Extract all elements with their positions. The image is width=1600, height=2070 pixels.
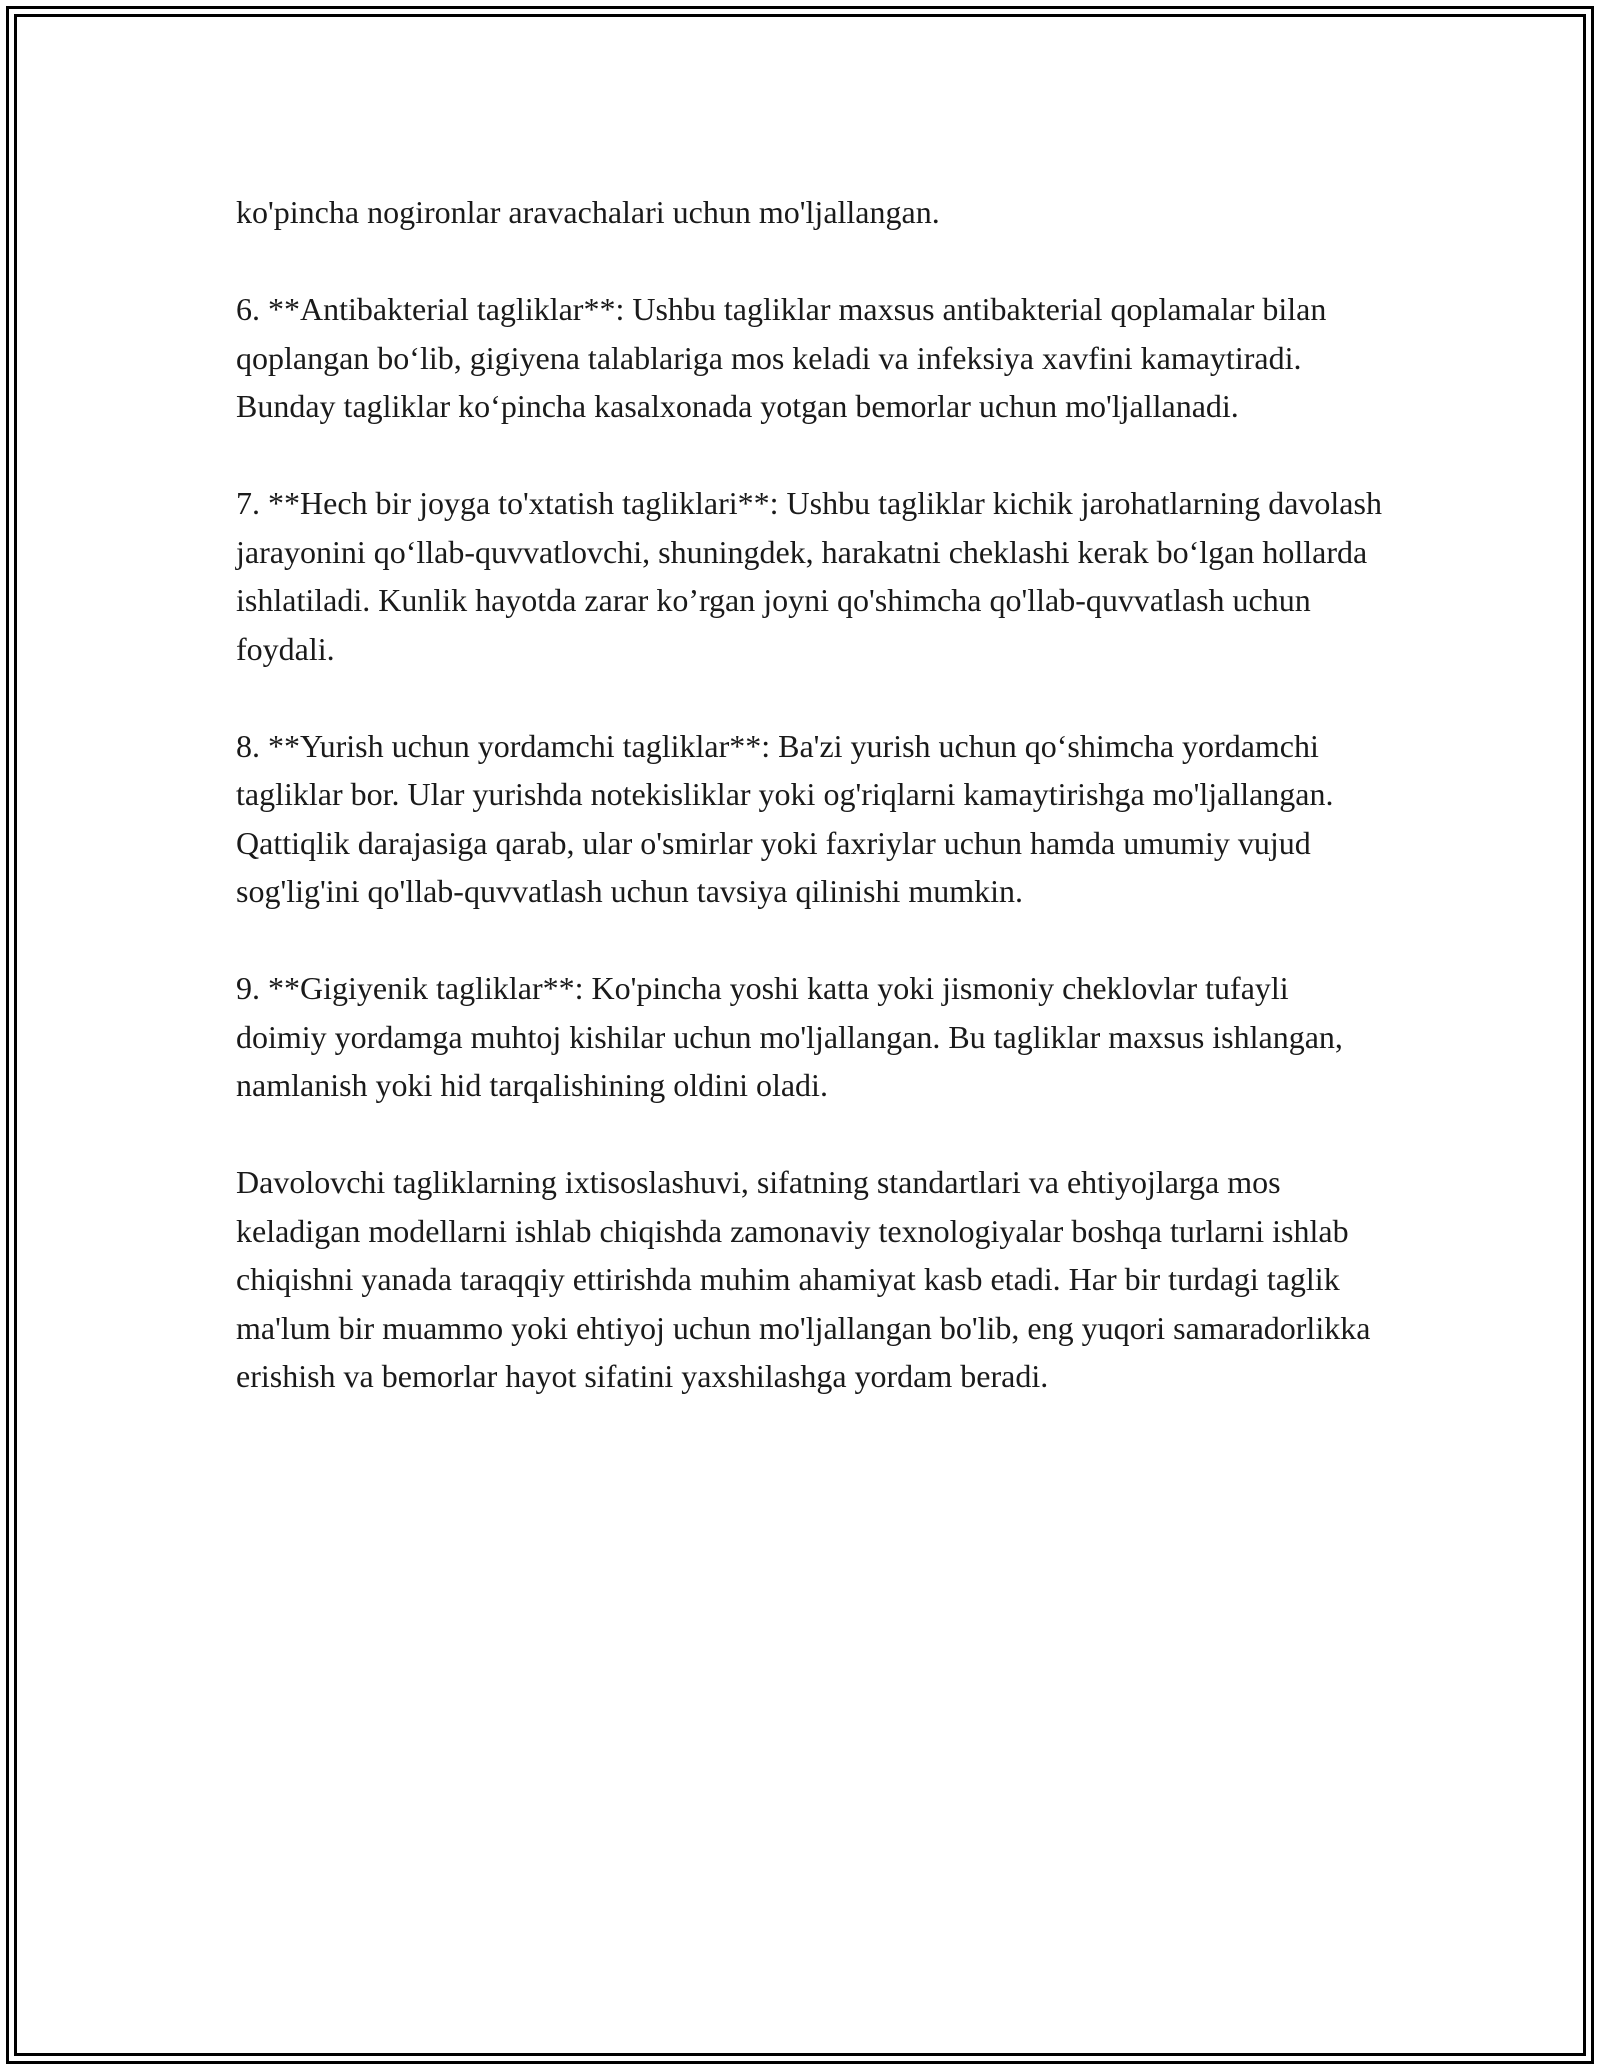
document-body (236, 188, 1386, 1401)
paragraph-item-7-immobilization: 7. **Hech bir joyga to'xtatish tagliklari**: Ushbu tagliklar kichik jarohatlarning davolash jarayonini qo‘llab-quvvatlovchi, shuningdek, harakatni cheklashi kerak bo‘lgan hollarda ishlatiladi. Kunlik hayotda zarar ko’rgan joyni qo'shimcha qo'llab-quvvatlash uchun foydali. (236, 485, 1382, 667)
paragraph-item-9-hygienic: 9. **Gigiyenik tagliklar**: Ko'pincha yoshi katta yoki jismoniy cheklovlar tufayli doimiy yordamga muhtoj kishilar uchun mo'ljallangan. Bu tagliklar maxsus ishlangan, namlanish yoki hid tarqalishining oldini oladi. (236, 970, 1343, 1103)
paragraph-item-6-antibacterial: 6. **Antibakterial tagliklar**: Ushbu tagliklar maxsus antibakterial qoplamalar bilan qoplangan bo‘lib, gigiyena talablariga mos keladi va infeksiya xavfini kamaytiradi. Bunday tagliklar ko‘pincha kasalxonada yotgan bemorlar uchun mo'ljallanadi. (236, 291, 1327, 424)
paragraph-continuation: ko'pincha nogironlar aravachalari uchun mo'ljallangan. (236, 194, 940, 230)
paragraph-item-8-walking-support: 8. **Yurish uchun yordamchi tagliklar**: Ba'zi yurish uchun qo‘shimcha yordamchi tagliklar bor. Ular yurishda notekisliklar yoki og'riqlarni kamaytirishga mo'ljallangan. Qattiqlik darajasiga qarab, ular o'smirlar yoki faxriylar uchun hamda umumiy vujud sog'lig'ini qo'llab-quvvatlash uchun tavsiya qilinishi mumkin. (236, 727, 1334, 909)
paragraph-conclusion: Davolovchi tagliklarning ixtisoslashuvi, sifatning standartlari va ehtiyojlarga mos keladigan modellarni ishlab chiqishda zamonaviy texnologiyalar boshqa turlarni ishlab chiqishni yanada taraqqiy ettirishda muhim ahamiyat kasb etadi. Har bir turdagi taglik ma'lum bir muammo yoki ehtiyoj uchun mo'ljallangan bo'lib, eng yuqori samaradorlikka erishish va bemorlar hayot sifatini yaxshilashga yordam beradi. (236, 1164, 1371, 1394)
